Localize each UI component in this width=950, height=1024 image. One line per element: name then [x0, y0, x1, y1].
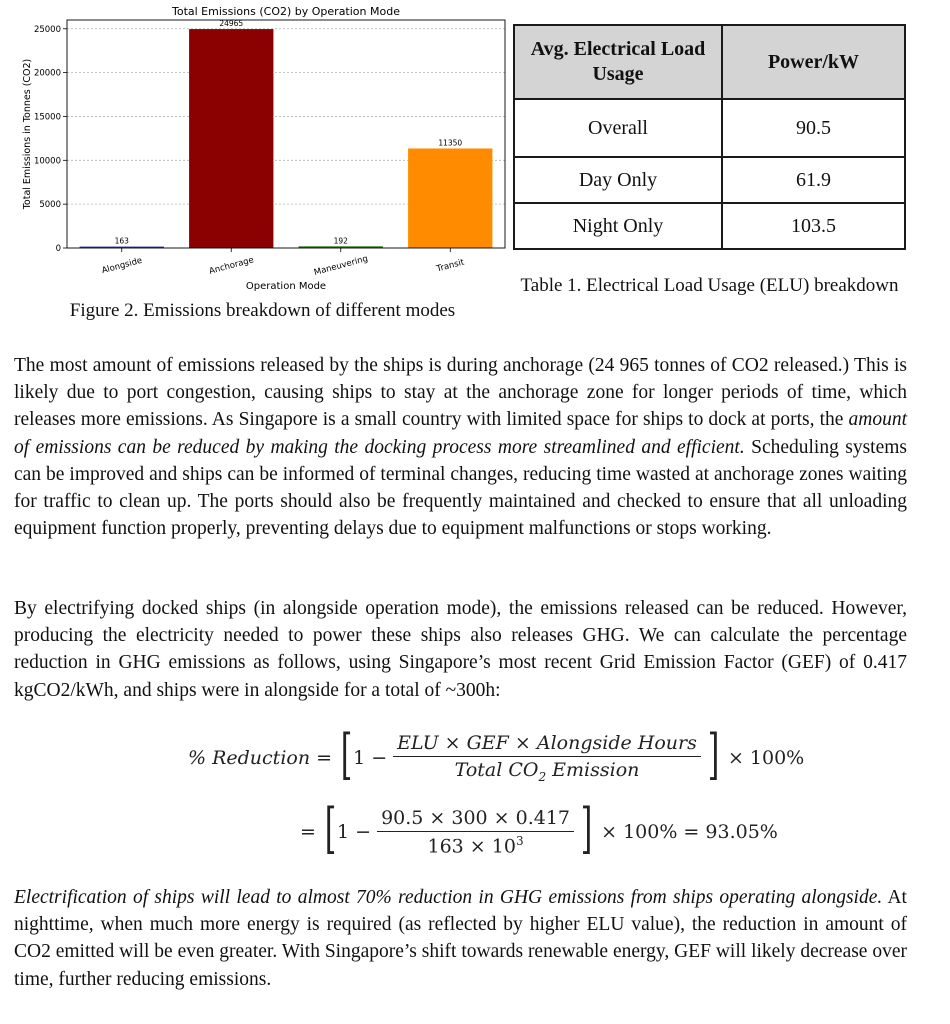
chart-svg	[0, 0, 510, 300]
paragraph-anchorage	[14, 352, 907, 542]
paragraph-conclusion	[14, 884, 907, 993]
figure-caption: Figure 2. Emissions breakdown of different modes	[69, 300, 456, 321]
x-tick-label: Transit	[435, 257, 466, 275]
x-axis-label: Operation Mode	[245, 281, 327, 292]
reduction-calculation	[300, 797, 778, 864]
bar-value-label: 11350	[438, 138, 463, 148]
x-tick-label: Maneuvering	[312, 253, 370, 278]
table-row	[514, 99, 905, 157]
table-header-power: Power/kW	[722, 25, 905, 99]
formula-one-minus: 1 −	[353, 747, 388, 769]
paragraph-text: Scheduling systems can be improved and ships can be informed of terminal changes, reducing time wasted at anchorage zones waiting for traffic to clean up. The ports should also be frequently maintained and checked to ensure that all unloading equipment function properly, preventing delays due to equipment malfunctions or stops working.	[14, 436, 908, 540]
y-axis-label: Total Emissions in Tonnes (CO2)	[22, 58, 33, 210]
calc-numerator: 90.5 × 300 × 0.417	[377, 807, 574, 832]
bar-value-label: 24965	[219, 19, 244, 29]
reduction-formula	[188, 723, 805, 788]
table-header-load: Avg. Electrical Load Usage	[514, 25, 722, 99]
table-header-row	[514, 25, 905, 99]
calc-one-minus: 1 −	[337, 821, 372, 843]
right-bracket: ]	[707, 723, 720, 786]
right-bracket: ]	[580, 797, 593, 860]
table-cell-label: Day Only	[514, 157, 722, 203]
elu-table	[513, 24, 906, 250]
y-tick-label: 25000	[33, 24, 61, 35]
y-tick-label: 0	[55, 244, 61, 254]
left-bracket: [	[340, 723, 353, 786]
calc-rhs: × 100% = 93.05%	[601, 821, 778, 843]
calc-denominator: $163 \times 10^3$	[427, 833, 524, 858]
table-cell-value: 103.5	[722, 203, 905, 249]
bar-anchorage	[189, 29, 273, 248]
paragraph-emphasis: amount of emissions can be reduced by making the docking process more streamlined and efficient.	[14, 409, 907, 458]
table-cell-value: 90.5	[722, 99, 905, 157]
x-tick-label: Anchorage	[208, 255, 255, 277]
paragraph-electrification: By electrifying docked ships (in alongside operation mode), the emissions released can be reduced. However, producing the electricity needed to power these ships also releases GHG. We can calculate the percentage reduction in GHG emissions as follows, using Singapore’s most recent Grid Emission Factor (GEF) of 0.417 kgCO2/kWh, and ships were in alongside for a total of ~300h:	[14, 598, 907, 701]
table-row	[514, 157, 905, 203]
table-cell-label: Night Only	[514, 203, 722, 249]
bar-transit	[408, 148, 492, 248]
paragraph-text: The most amount of emissions released by the ships is during anchorage (24 965 tonnes of CO2 released.) This is likely due to port congestion, causing ships to stay at the anchorage zone for longer periods of time, which releases more emissions. As Singapore is a small country with limited space for ships to dock at ports, the	[14, 355, 907, 431]
x-tick-label: Alongside	[100, 255, 144, 277]
paragraph-text: At nighttime, when much more energy is required (as reflected by higher ELU value), the reduction in amount of CO2 emitted will be even greater. With Singapore’s shift towards renewable energy, GEF will likely decrease over time, further reducing emissions.	[14, 887, 907, 990]
bar-value-label: 163	[114, 236, 129, 246]
bar-value-label: 192	[333, 236, 348, 246]
emissions-bar-chart	[0, 0, 510, 300]
y-tick-label: 20000	[33, 68, 61, 79]
table-cell-label: Overall	[514, 99, 722, 157]
formula-rhs: × 100%	[727, 747, 805, 769]
calc-lhs: =	[300, 821, 316, 843]
y-tick-label: 10000	[33, 156, 61, 167]
y-tick-label: 5000	[39, 200, 61, 211]
y-tick-label: 15000	[33, 112, 61, 123]
formula-numerator: ELU × GEF × Alongside Hours	[393, 732, 701, 757]
table-row	[514, 203, 905, 249]
table-cell-value: 61.9	[722, 157, 905, 203]
formula-lhs: % Reduction =	[188, 747, 333, 769]
formula-fraction	[393, 732, 701, 784]
left-bracket: [	[324, 797, 337, 860]
paragraph-emphasis: Electrification of ships will lead to almost 70% reduction in GHG emissions from ships operating alongside.	[14, 887, 883, 908]
chart-title: Total Emissions (CO2) by Operation Mode	[172, 5, 400, 18]
calc-fraction	[377, 807, 574, 857]
table-caption: Table 1. Electrical Load Usage (ELU) breakdown	[520, 275, 899, 296]
formula-denominator: Total $CO_2$ Emission	[454, 759, 640, 784]
